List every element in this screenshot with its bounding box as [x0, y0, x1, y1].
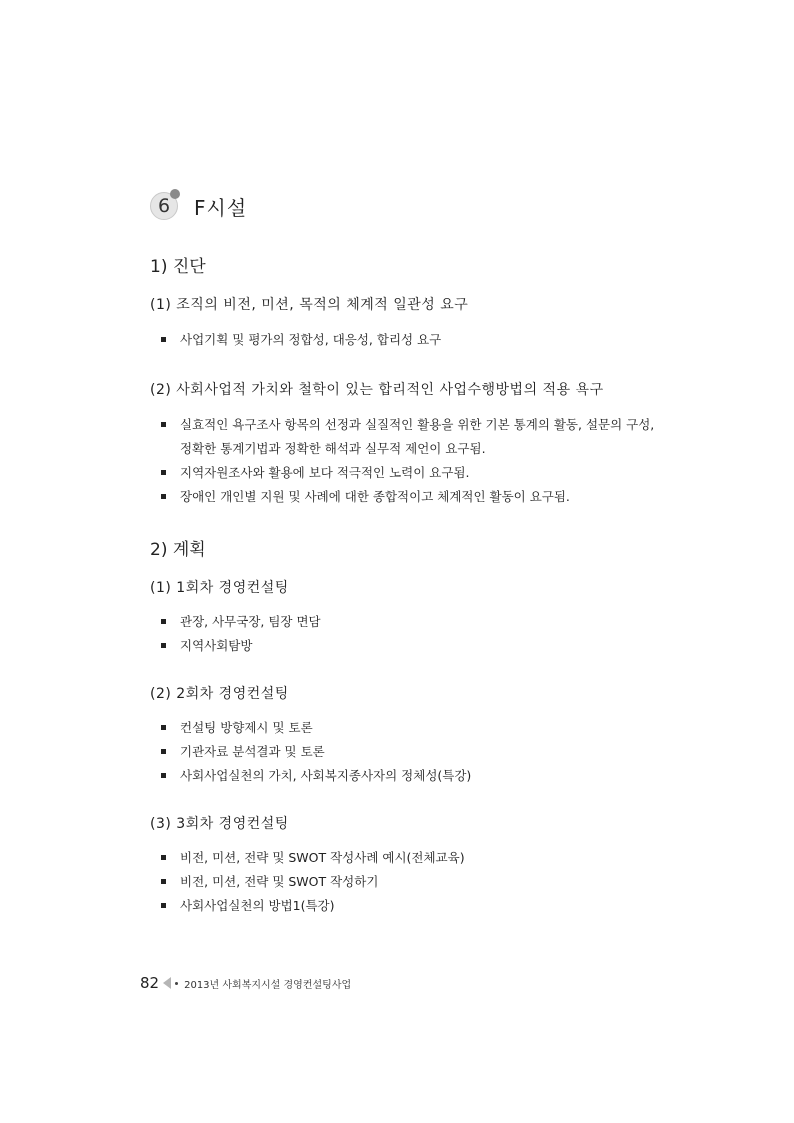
bullet-list	[160, 328, 660, 352]
chapter-number: 6	[157, 195, 171, 217]
square-bullet-icon	[161, 725, 166, 730]
page-number: 82	[140, 974, 160, 992]
square-bullet-icon	[161, 422, 166, 427]
bullet-list	[160, 716, 660, 788]
subsection-title: (2) 사회사업적 가치와 철학이 있는 합리적인 사업수행방법의 적용 욕구	[150, 382, 604, 398]
square-bullet-icon	[161, 470, 166, 475]
list-item: 장애인 개인별 지원 및 사례에 대한 종합적이고 체계적인 활동이 요구됨.	[160, 485, 660, 509]
subsection-title: (3) 3회차 경영컨설팅	[150, 816, 289, 832]
square-bullet-icon	[161, 494, 166, 499]
footer-publication-title: 2013년 사회복지시설 경영컨설팅사업	[184, 979, 352, 991]
list-item: 지역사회탐방	[160, 634, 660, 658]
chapter-number-badge	[150, 192, 178, 220]
square-bullet-icon	[161, 749, 166, 754]
section-title: 1) 진단	[150, 257, 206, 277]
dot-icon	[175, 982, 178, 985]
list-item: 사회사업실천의 방법1(특강)	[160, 894, 660, 918]
list-item: 관장, 사무국장, 팀장 면담	[160, 610, 660, 634]
list-item: 사회사업실천의 가치, 사회복지종사자의 정체성(특강)	[160, 764, 660, 788]
subsection-title: (2) 2회차 경영컨설팅	[150, 686, 289, 702]
list-item: 지역자원조사와 활용에 보다 적극적인 노력이 요구됨.	[160, 461, 660, 485]
page-footer	[140, 973, 351, 993]
list-item: 비전, 미션, 전략 및 SWOT 작성하기	[160, 870, 660, 894]
square-bullet-icon	[161, 619, 166, 624]
square-bullet-icon	[161, 855, 166, 860]
subsection-title: (1) 1회차 경영컨설팅	[150, 580, 289, 596]
badge-dot-icon	[170, 189, 180, 199]
chapter-heading	[150, 188, 247, 224]
list-item: 실효적인 욕구조사 항목의 선정과 실질적인 활용을 위한 기본 통계의 활동, 설문의 구성, 정확한 통계기법과 정확한 해석과 실무적 제언이 요구됨.	[160, 413, 660, 461]
square-bullet-icon	[161, 773, 166, 778]
square-bullet-icon	[161, 643, 166, 648]
bullet-list	[160, 846, 660, 918]
chevron-left-icon	[163, 977, 171, 989]
square-bullet-icon	[161, 337, 166, 342]
subsection-title: (1) 조직의 비전, 미션, 목적의 체계적 일관성 요구	[150, 297, 469, 313]
list-item: 컨설팅 방향제시 및 토론	[160, 716, 660, 740]
bullet-list	[160, 610, 660, 658]
section-title: 2) 계획	[150, 540, 206, 560]
square-bullet-icon	[161, 879, 166, 884]
chapter-title: F시설	[194, 195, 248, 220]
square-bullet-icon	[161, 903, 166, 908]
bullet-list	[160, 413, 660, 509]
list-item: 기관자료 분석결과 및 토론	[160, 740, 660, 764]
list-item: 사업기획 및 평가의 정합성, 대응성, 합리성 요구	[160, 328, 660, 352]
list-item: 비전, 미션, 전략 및 SWOT 작성사례 예시(전체교육)	[160, 846, 660, 870]
